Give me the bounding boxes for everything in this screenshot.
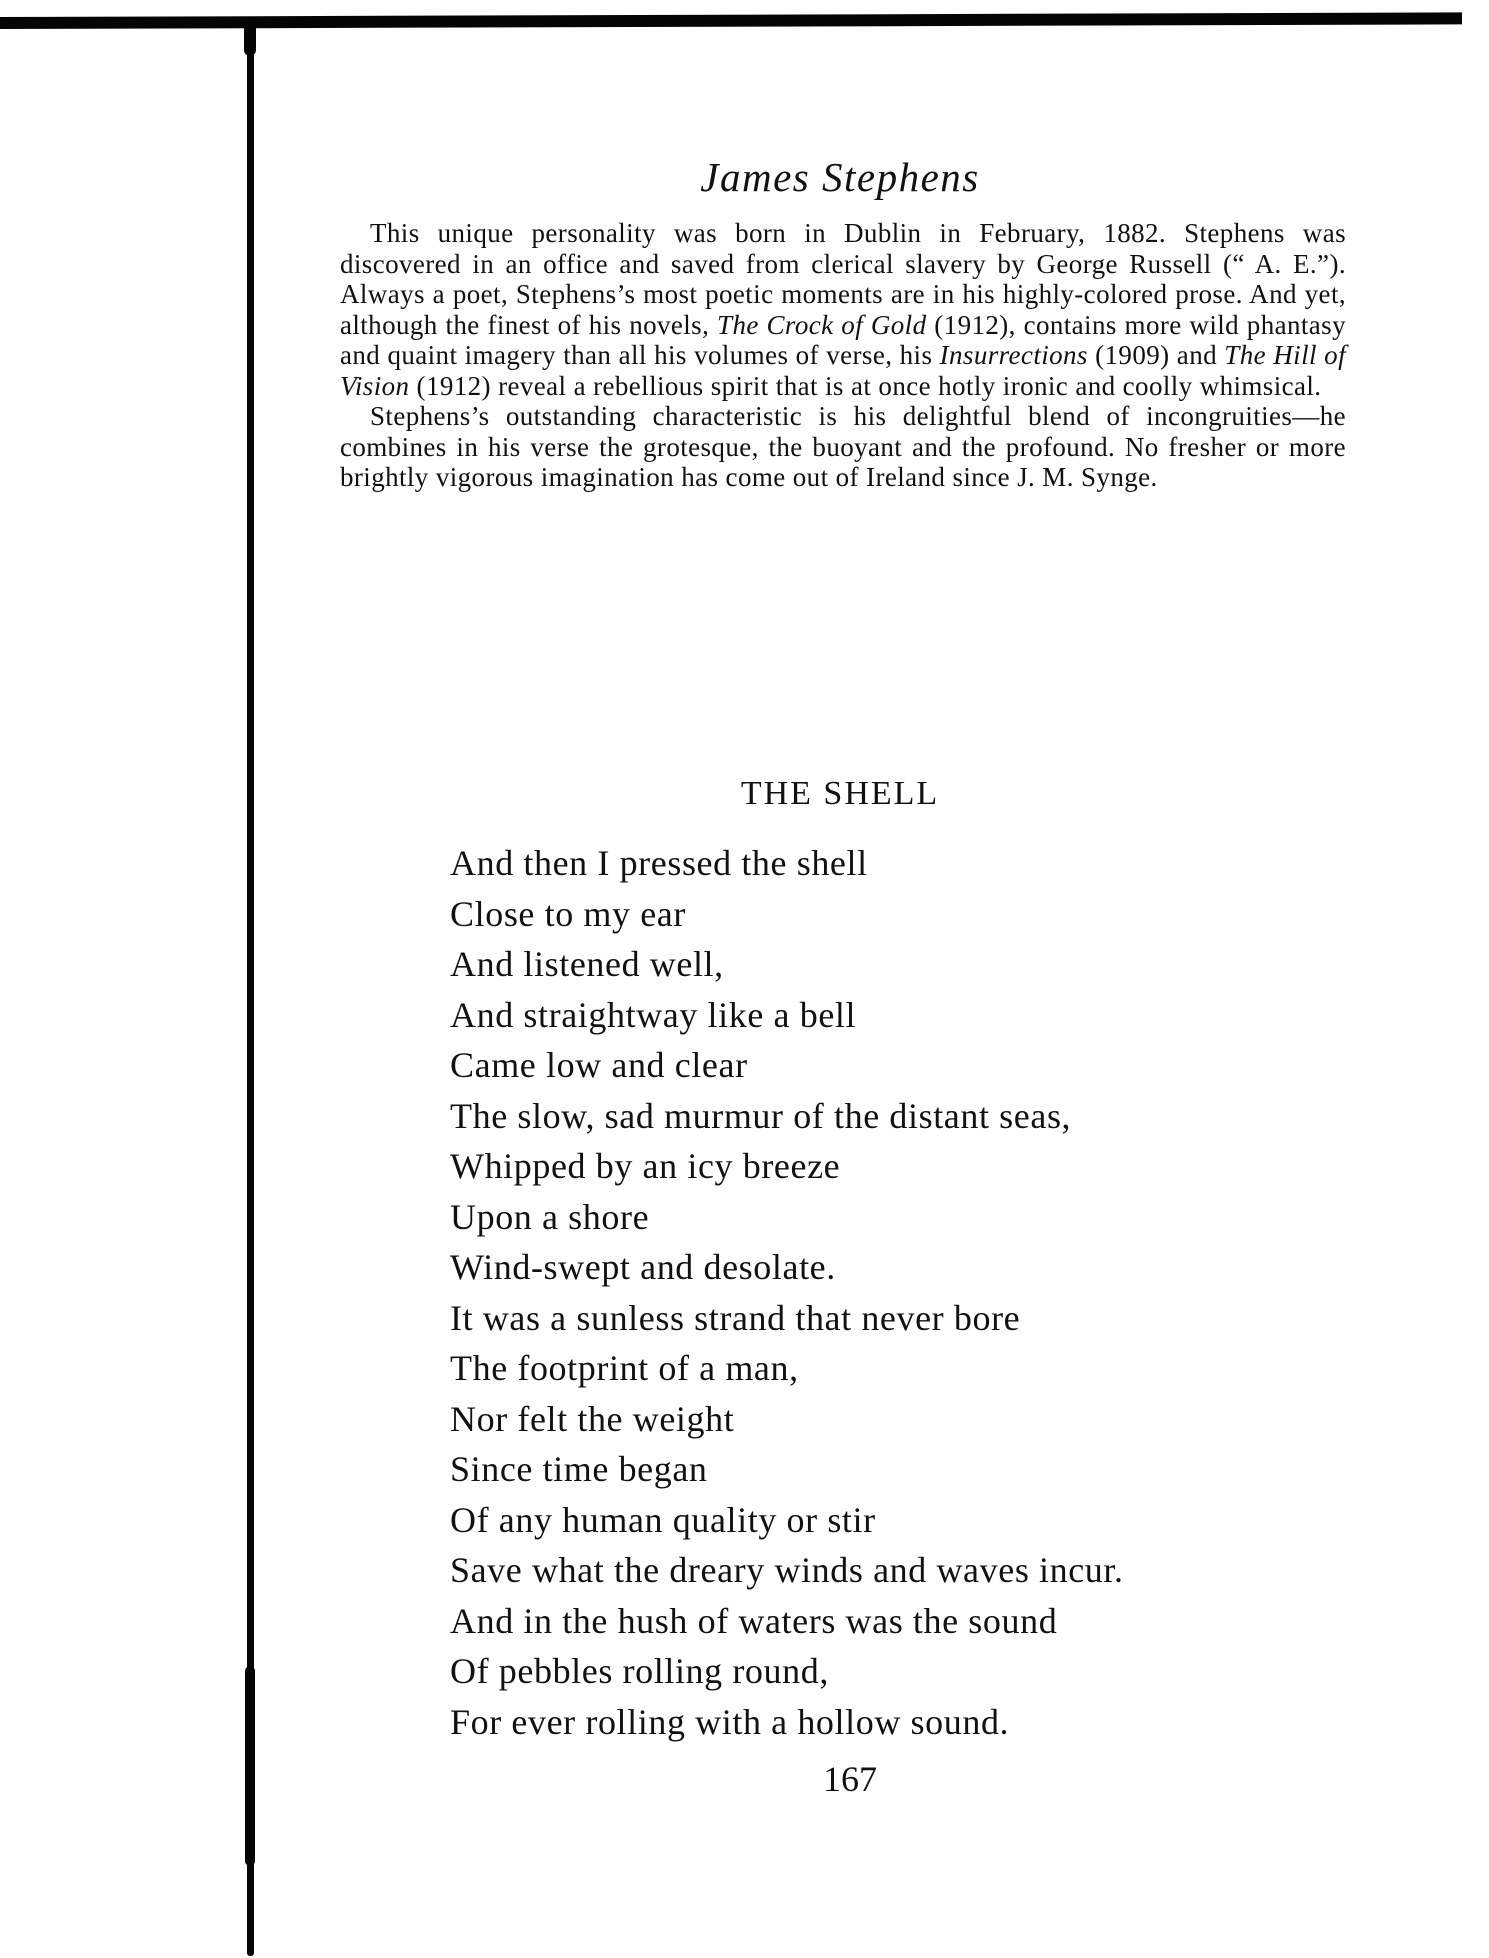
bio-text: (1909) and bbox=[1087, 340, 1225, 370]
poem-line: Wind-swept and desolate. bbox=[450, 1247, 836, 1287]
poem-line: The footprint of a man, bbox=[450, 1348, 799, 1388]
page-number: 167 bbox=[823, 1759, 877, 1799]
bio-text: (1912) reveal a rebellious spirit that is at once hotly ironic and coolly whimsical. bbox=[409, 370, 1322, 401]
poem-title: THE SHELL bbox=[740, 775, 940, 812]
poem-line: The slow, sad murmur of the distant seas, bbox=[450, 1095, 1072, 1136]
bio-text: (1912), contains more wild phantasy and quaint imagery than all his volumes of verse, his bbox=[340, 309, 1346, 370]
poem-line: Whipped by an icy breeze bbox=[450, 1146, 841, 1186]
bio-paragraph-1 bbox=[340, 218, 1346, 401]
book-title-insurrections: Insurrections bbox=[939, 340, 1088, 370]
poem-line: And then I pressed the shell bbox=[450, 843, 868, 883]
poem-line: Of any human quality or stir bbox=[450, 1499, 876, 1540]
poem-line: Nor felt the weight bbox=[450, 1398, 735, 1439]
poem-line: Save what the dreary winds and waves incur. bbox=[450, 1550, 1124, 1590]
bio-text: Stephens’s outstanding characteristic is his delightful blend of incongruities—he combines in his verse the grotesque, the buoyant and the profound. No fresher or more brightly vigorous imagination has come out of Ireland since J. M. Synge. bbox=[340, 401, 1346, 492]
bio-paragraph-2 bbox=[340, 401, 1346, 493]
poem-line: Came low and clear bbox=[450, 1045, 748, 1085]
author-biography bbox=[340, 218, 1346, 493]
book-title-hill-of-vision: The Hill of Vision bbox=[340, 340, 1346, 401]
author-heading: James Stephens bbox=[700, 154, 980, 200]
poem-line: It was a sunless strand that never bore bbox=[450, 1297, 1021, 1338]
poem-line: Close to my ear bbox=[450, 893, 686, 934]
poem-body bbox=[450, 838, 1350, 1747]
poem-line: Since time began bbox=[450, 1449, 708, 1489]
poem-line: Upon a shore bbox=[450, 1196, 650, 1237]
poem-line: And listened well, bbox=[450, 944, 724, 984]
poem-line: For ever rolling with a hollow sound. bbox=[450, 1701, 1010, 1742]
top-page-edge-rule bbox=[0, 12, 1462, 29]
poem-line: And straightway like a bell bbox=[450, 994, 857, 1035]
book-title-crock-of-gold: The Crock of Gold bbox=[717, 309, 927, 340]
poem-line: And in the hush of waters was the sound bbox=[450, 1600, 1058, 1641]
bio-text: This unique personality was born in Dublin in February, 1882. Stephens was discovered in an office and saved from clerical slavery by George Russell (“ A. E.”). Always a poet, Stephens’s most poetic moments are in his highly-colored prose. And yet, although the finest of his novels, bbox=[340, 218, 1346, 340]
poem-line: Of pebbles rolling round, bbox=[450, 1651, 829, 1691]
binding-edge-line bbox=[247, 26, 254, 1956]
